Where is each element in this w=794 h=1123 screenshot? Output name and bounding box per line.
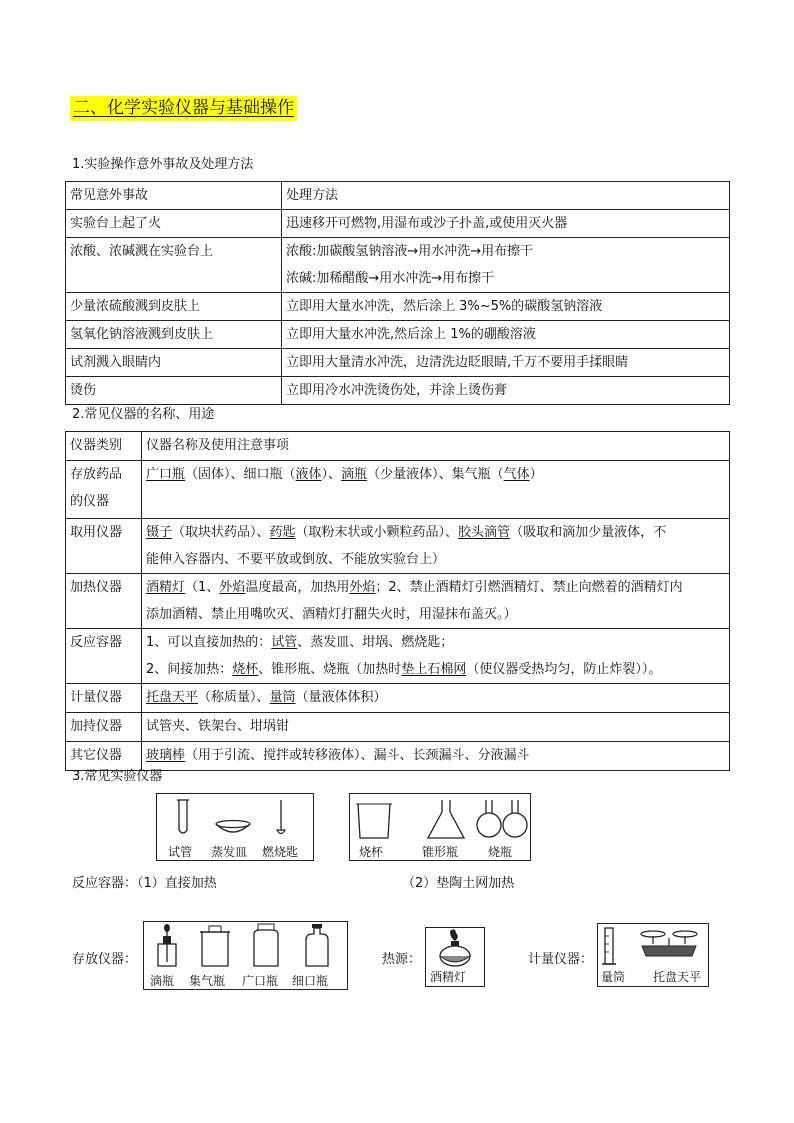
- method-cell: 立即用冷水冲洗烫伤处，并涂上烫伤膏: [282, 377, 730, 405]
- table-row: [66, 461, 730, 519]
- text: （量液体体积）: [295, 690, 387, 705]
- table-row: [66, 684, 730, 713]
- accident-cell: 浓酸、浓碱溅在实验台上: [66, 238, 282, 293]
- storage-caption: 存放仪器：: [72, 952, 138, 967]
- category-cell: 计量仪器: [66, 684, 142, 713]
- term: 镊子: [146, 525, 173, 540]
- balance-icon: [641, 931, 697, 956]
- conical-flask-icon: [428, 800, 464, 838]
- reaction-container-caption: 反应容器：（1）直接加热: [72, 876, 217, 891]
- table-row: [66, 713, 730, 742]
- term: 液体: [295, 467, 322, 482]
- table-row: [66, 349, 730, 377]
- beaker-label: 烧杯: [359, 845, 384, 859]
- method-cell: [282, 238, 730, 293]
- usage-cell: [142, 742, 730, 771]
- text: （1、: [185, 580, 220, 595]
- narrow-mouth-bottle-icon: [306, 924, 328, 966]
- alcohol-lamp-icon: [440, 929, 470, 966]
- term: 垫上石棉网: [401, 662, 467, 677]
- balance-label: 托盘天平: [653, 970, 702, 984]
- table-row: [66, 210, 730, 238]
- text: ；2、禁止酒精灯引燃酒精灯、禁止向燃着的酒精灯内: [375, 580, 683, 595]
- term: 烧杯: [232, 662, 259, 677]
- term: 滴瓶: [341, 467, 368, 482]
- method-line: 浓碱:加稀醋酸→用水冲洗→用布擦干: [286, 271, 495, 286]
- indirect-heat-caption: （2）垫陶土网加热: [402, 876, 515, 891]
- dropper-bottle-label: 滴瓶: [150, 974, 175, 988]
- test-tube-icon: [177, 800, 189, 833]
- table-row: [66, 321, 730, 349]
- table-row: [66, 293, 730, 321]
- alcohol-lamp-label: 酒精灯: [430, 970, 467, 984]
- instrument-heading: 2.常见仪器的名称、用途: [72, 407, 215, 422]
- dropper-bottle-icon: [158, 924, 176, 966]
- category-cell: 其它仪器: [66, 742, 142, 771]
- category-cell: [66, 461, 142, 519]
- text: ）、: [321, 467, 342, 482]
- text: 2、间接加热：: [146, 662, 233, 677]
- text: （吸取和滴加少量液体，不: [510, 525, 667, 540]
- wide-mouth-bottle-icon: [254, 924, 278, 966]
- text: 、锥形瓶、烧瓶（加热时: [258, 662, 402, 677]
- table-row: [66, 377, 730, 405]
- text: （少量液体）、集气瓶（: [367, 467, 504, 482]
- term: 托盘天平: [146, 690, 199, 705]
- accident-cell: 实验台上起了火: [66, 210, 282, 238]
- instrument-table: [65, 431, 730, 771]
- text: （用于引流、搅拌或转移液体）、漏斗、长颈漏斗、分液漏斗: [185, 748, 530, 763]
- term: 玻璃棒: [146, 748, 186, 763]
- gas-jar-icon: [200, 926, 230, 966]
- table-header-row: [66, 432, 730, 461]
- graduated-cylinder-label: 量筒: [601, 970, 626, 984]
- wide-mouth-bottle-label: 广口瓶: [242, 974, 279, 988]
- category-cell: 加热仪器: [66, 574, 142, 629]
- accident-table: [65, 181, 730, 405]
- term: 气体: [503, 467, 530, 482]
- direct-heat-figure: [156, 793, 314, 861]
- method-cell: 立即用大量水冲洗,然后涂上 1%的硼酸溶液: [282, 321, 730, 349]
- graduated-cylinder-icon: [602, 928, 616, 964]
- term: 量筒: [269, 690, 296, 705]
- conical-flask-label: 锥形瓶: [422, 845, 459, 859]
- table-row: [66, 238, 730, 293]
- combustion-spoon-label: 燃烧匙: [262, 845, 299, 859]
- usage-cell: 试管夹、铁架台、坩埚钳: [142, 713, 730, 742]
- usage-cell: [142, 461, 730, 519]
- header-usage: 仪器名称及使用注意事项: [142, 432, 730, 461]
- accident-cell: 少量浓硫酸溅到皮肤上: [66, 293, 282, 321]
- accident-cell: 氢氧化钠溶液溅到皮肤上: [66, 321, 282, 349]
- category-cell: 加持仪器: [66, 713, 142, 742]
- term: 试管: [271, 635, 298, 650]
- term: 广口瓶: [146, 467, 186, 482]
- table-header-row: [66, 182, 730, 210]
- usage-cell: [142, 519, 730, 574]
- text: （取粉末状或小颗粒药品）、: [295, 525, 459, 540]
- evaporating-dish-label: 蒸发皿: [211, 845, 248, 859]
- section-title: 二、化学实验仪器与基础操作: [70, 96, 297, 121]
- term: 外焰: [349, 580, 376, 595]
- text: 温度最高，加热用: [245, 580, 350, 595]
- measuring-caption: 计量仪器：: [528, 952, 594, 967]
- text: （固体）、细口瓶（: [185, 467, 296, 482]
- category-line: 的仪器: [70, 494, 110, 509]
- text: 添加酒精、禁止用嘴吹灭、酒精灯打翻失火时，用湿抹布盖灭。）: [146, 607, 517, 622]
- term: 胶头滴管: [458, 525, 511, 540]
- text: ）: [529, 467, 543, 482]
- term: 酒精灯: [146, 580, 186, 595]
- text: 、蒸发皿、坩埚、燃烧匙；: [297, 635, 454, 650]
- indirect-heat-figure: [349, 793, 531, 861]
- accident-cell: 烫伤: [66, 377, 282, 405]
- storage-figure: [143, 921, 348, 990]
- table-row: [66, 742, 730, 771]
- text: 1、可以直接加热的：: [146, 635, 272, 650]
- method-cell: 立即用大量清水冲洗，边清洗边眨眼睛,千万不要用手揉眼睛: [282, 349, 730, 377]
- figures-heading: 3.常见实验仪器: [72, 769, 163, 784]
- category-line: 存放药品: [70, 467, 123, 482]
- heat-source-caption: 热源：: [382, 952, 422, 967]
- beaker-icon: [356, 804, 392, 838]
- header-method: 处理方法: [282, 182, 730, 210]
- narrow-mouth-bottle-label: 细口瓶: [292, 974, 329, 988]
- category-cell: 反应容器: [66, 629, 142, 684]
- text: 能伸入容器内、不要平放或倒放、不能放实验台上）: [146, 552, 446, 567]
- text: （使仪器受热均匀，防止炸裂））。: [466, 662, 662, 677]
- accident-heading: 1.实验操作意外事故及处理方法: [72, 157, 254, 172]
- term: 药匙: [269, 525, 296, 540]
- table-row: [66, 574, 730, 629]
- header-category: 仪器类别: [66, 432, 142, 461]
- usage-cell: [142, 684, 730, 713]
- table-row: [66, 519, 730, 574]
- combustion-spoon-icon: [277, 800, 285, 834]
- header-accident: 常见意外事故: [66, 182, 282, 210]
- category-cell: 取用仪器: [66, 519, 142, 574]
- text: （取块状药品）、: [172, 525, 270, 540]
- text: （称质量）、: [198, 690, 270, 705]
- gas-jar-label: 集气瓶: [189, 974, 226, 988]
- method-cell: 迅速移开可燃物,用湿布或沙子扑盖,或使用灭火器: [282, 210, 730, 238]
- flask-icon: [477, 800, 527, 837]
- method-line: 浓酸:加碳酸氢钠溶液→用水冲洗→用布擦干: [286, 244, 534, 259]
- heat-source-figure: [425, 927, 485, 987]
- accident-cell: 试剂溅入眼睛内: [66, 349, 282, 377]
- evaporating-dish-icon: [216, 821, 250, 833]
- table-row: [66, 629, 730, 684]
- usage-cell: [142, 629, 730, 684]
- measuring-figure: [597, 923, 709, 987]
- test-tube-label: 试管: [168, 845, 193, 859]
- term: 外焰: [219, 580, 246, 595]
- flask-label: 烧瓶: [488, 845, 513, 859]
- method-cell: 立即用大量水冲洗，然后涂上 3%~5%的碳酸氢钠溶液: [282, 293, 730, 321]
- usage-cell: [142, 574, 730, 629]
